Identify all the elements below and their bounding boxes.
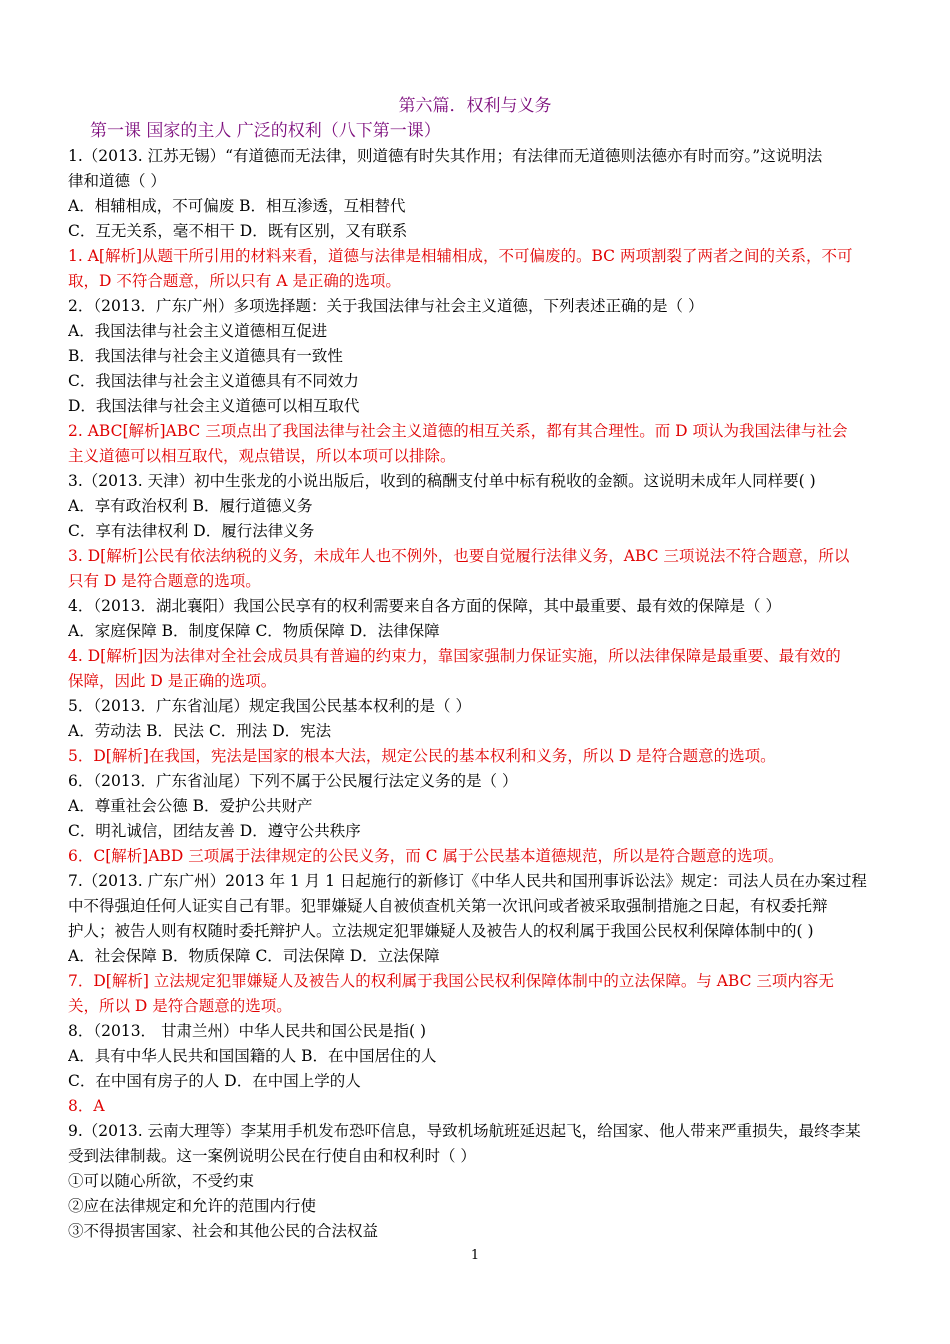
- question-line: A．相辅相成，不可偏废 B．相互渗透，互相替代: [68, 197, 406, 215]
- question-line: 2．（2013．广东广州）多项选择题：关于我国法律与社会主义道德，下列表述正确的是（ ）: [68, 297, 704, 315]
- question-line: C．明礼诚信，团结友善 D．遵守公共秩序: [68, 822, 361, 840]
- answer-line: 取，D 不符合题意，所以只有 A 是正确的选项。: [68, 272, 401, 290]
- question-line: B．我国法律与社会主义道德具有一致性: [68, 347, 343, 365]
- question-line: 中不得强迫任何人证实自己有罪。犯罪嫌疑人自被侦查机关第一次讯问或者被采取强制措施之日起，有权委托辩: [68, 897, 828, 915]
- answer-line: 3. D[解析]公民有依法纳税的义务，未成年人也不例外，也要自觉履行法律义务，ABC 三项说法不符合题意，所以: [68, 547, 850, 565]
- answer-line: 6．C[解析]ABD 三项属于法律规定的公民义务，而 C 属于公民基本道德规范，所以是符合题意的选项。: [68, 847, 784, 865]
- answer-line: 主义道德可以相互取代，观点错误，所以本项可以排除。: [68, 447, 456, 465]
- question-line: D．我国法律与社会主义道德可以相互取代: [68, 397, 360, 415]
- answer-line: 保障，因此 D 是正确的选项。: [68, 672, 277, 690]
- question-line: A．我国法律与社会主义道德相互促进: [68, 322, 328, 340]
- answer-line: 8．A: [68, 1097, 105, 1115]
- question-line: ②应在法律规定和允许的范围内行使: [68, 1197, 317, 1215]
- question-line: A．享有政治权利 B．履行道德义务: [68, 497, 313, 515]
- question-line: 1.（2013. 江苏无锡）“有道德而无法律，则道德有时失其作用；有法律而无道德则法德亦有时而穷。”这说明法: [68, 147, 823, 165]
- answer-line: 关，所以 D 是符合题意的选项。: [68, 997, 292, 1015]
- answer-line: 只有 D 是符合题意的选项。: [68, 572, 261, 590]
- question-line: C．在中国有房子的人 D．在中国上学的人: [68, 1072, 361, 1090]
- answer-line: 4. D[解析]因为法律对全社会成员具有普遍的约束力，靠国家强制力保证实施，所以法律保障是最重要、最有效的: [68, 647, 841, 665]
- question-line: C．享有法律权利 D．履行法律义务: [68, 522, 315, 540]
- question-line: 3.（2013. 天津）初中生张龙的小说出版后，收到的稿酬支付单中标有税收的金额。这说明未成年人同样要( ): [68, 472, 816, 490]
- lesson-subtitle: 第一课 国家的主人 广泛的权利（八下第一课）: [90, 121, 441, 141]
- answer-line: 7．D[解析] 立法规定犯罪嫌疑人及被告人的权利属于我国公民权利保障体制中的立法保障。与 ABC 三项内容无: [68, 972, 834, 990]
- page-number: 1: [470, 1248, 480, 1263]
- question-line: ③不得损害国家、社会和其他公民的合法权益: [68, 1222, 379, 1240]
- chapter-title: 第六篇．权利与义务: [398, 96, 552, 116]
- question-line: 律和道德（ ）: [68, 172, 166, 190]
- question-line: 5．（2013．广东省汕尾）规定我国公民基本权利的是（ ）: [68, 697, 471, 715]
- question-line: A．劳动法 B．民法 C．刑法 D．宪法: [68, 722, 332, 740]
- question-list: [68, 144, 884, 1244]
- question-line: A．家庭保障 B．制度保障 C．物质保障 D．法律保障: [68, 622, 440, 640]
- answer-line: 2. ABC[解析]ABC 三项点出了我国法律与社会主义道德的相互关系，都有其合理性。而 D 项认为我国法律与社会: [68, 422, 848, 440]
- question-line: C．互无关系，毫不相干 D．既有区别，又有联系: [68, 222, 408, 240]
- question-line: A．尊重社会公德 B．爱护公共财产: [68, 797, 313, 815]
- question-line: ①可以随心所欲，不受约束: [68, 1172, 255, 1190]
- question-line: 7.（2013. 广东广州）2013 年 1 月 1 日起施行的新修订《中华人民共和国刑事诉讼法》规定：司法人员在办案过程: [68, 872, 867, 890]
- question-line: 护人；被告人则有权随时委托辩护人。立法规定犯罪嫌疑人及被告人的权利属于我国公民权利保障体制中的( ): [68, 922, 814, 940]
- answer-line: 5．D[解析]在我国，宪法是国家的根本大法，规定公民的基本权利和义务，所以 D 是符合题意的选项。: [68, 747, 776, 765]
- question-line: A．具有中华人民共和国国籍的人 B．在中国居住的人: [68, 1047, 437, 1065]
- question-line: C．我国法律与社会主义道德具有不同效力: [68, 372, 359, 390]
- question-line: 6．（2013．广东省汕尾）下列不属于公民履行法定义务的是（ ）: [68, 772, 518, 790]
- question-line: A．社会保障 B．物质保障 C．司法保障 D．立法保障: [68, 947, 440, 965]
- question-line: 受到法律制裁。这一案例说明公民在行使自由和权利时（ ）: [68, 1147, 476, 1165]
- answer-line: 1. A[解析]从题干所引用的材料来看，道德与法律是相辅相成，不可偏废的。BC 两项割裂了两者之间的关系，不可: [68, 247, 853, 265]
- question-line: 9.（2013. 云南大理等）李某用手机发布恐吓信息，导致机场航班延迟起飞，给国家、他人带来严重损失，最终李某: [68, 1122, 861, 1140]
- question-line: 8．（2013． 甘肃兰州）中华人民共和国公民是指( ): [68, 1022, 427, 1040]
- question-line: 4．（2013．湖北襄阳）我国公民享有的权利需要来自各方面的保障，其中最重要、最有效的保障是（ ）: [68, 597, 781, 615]
